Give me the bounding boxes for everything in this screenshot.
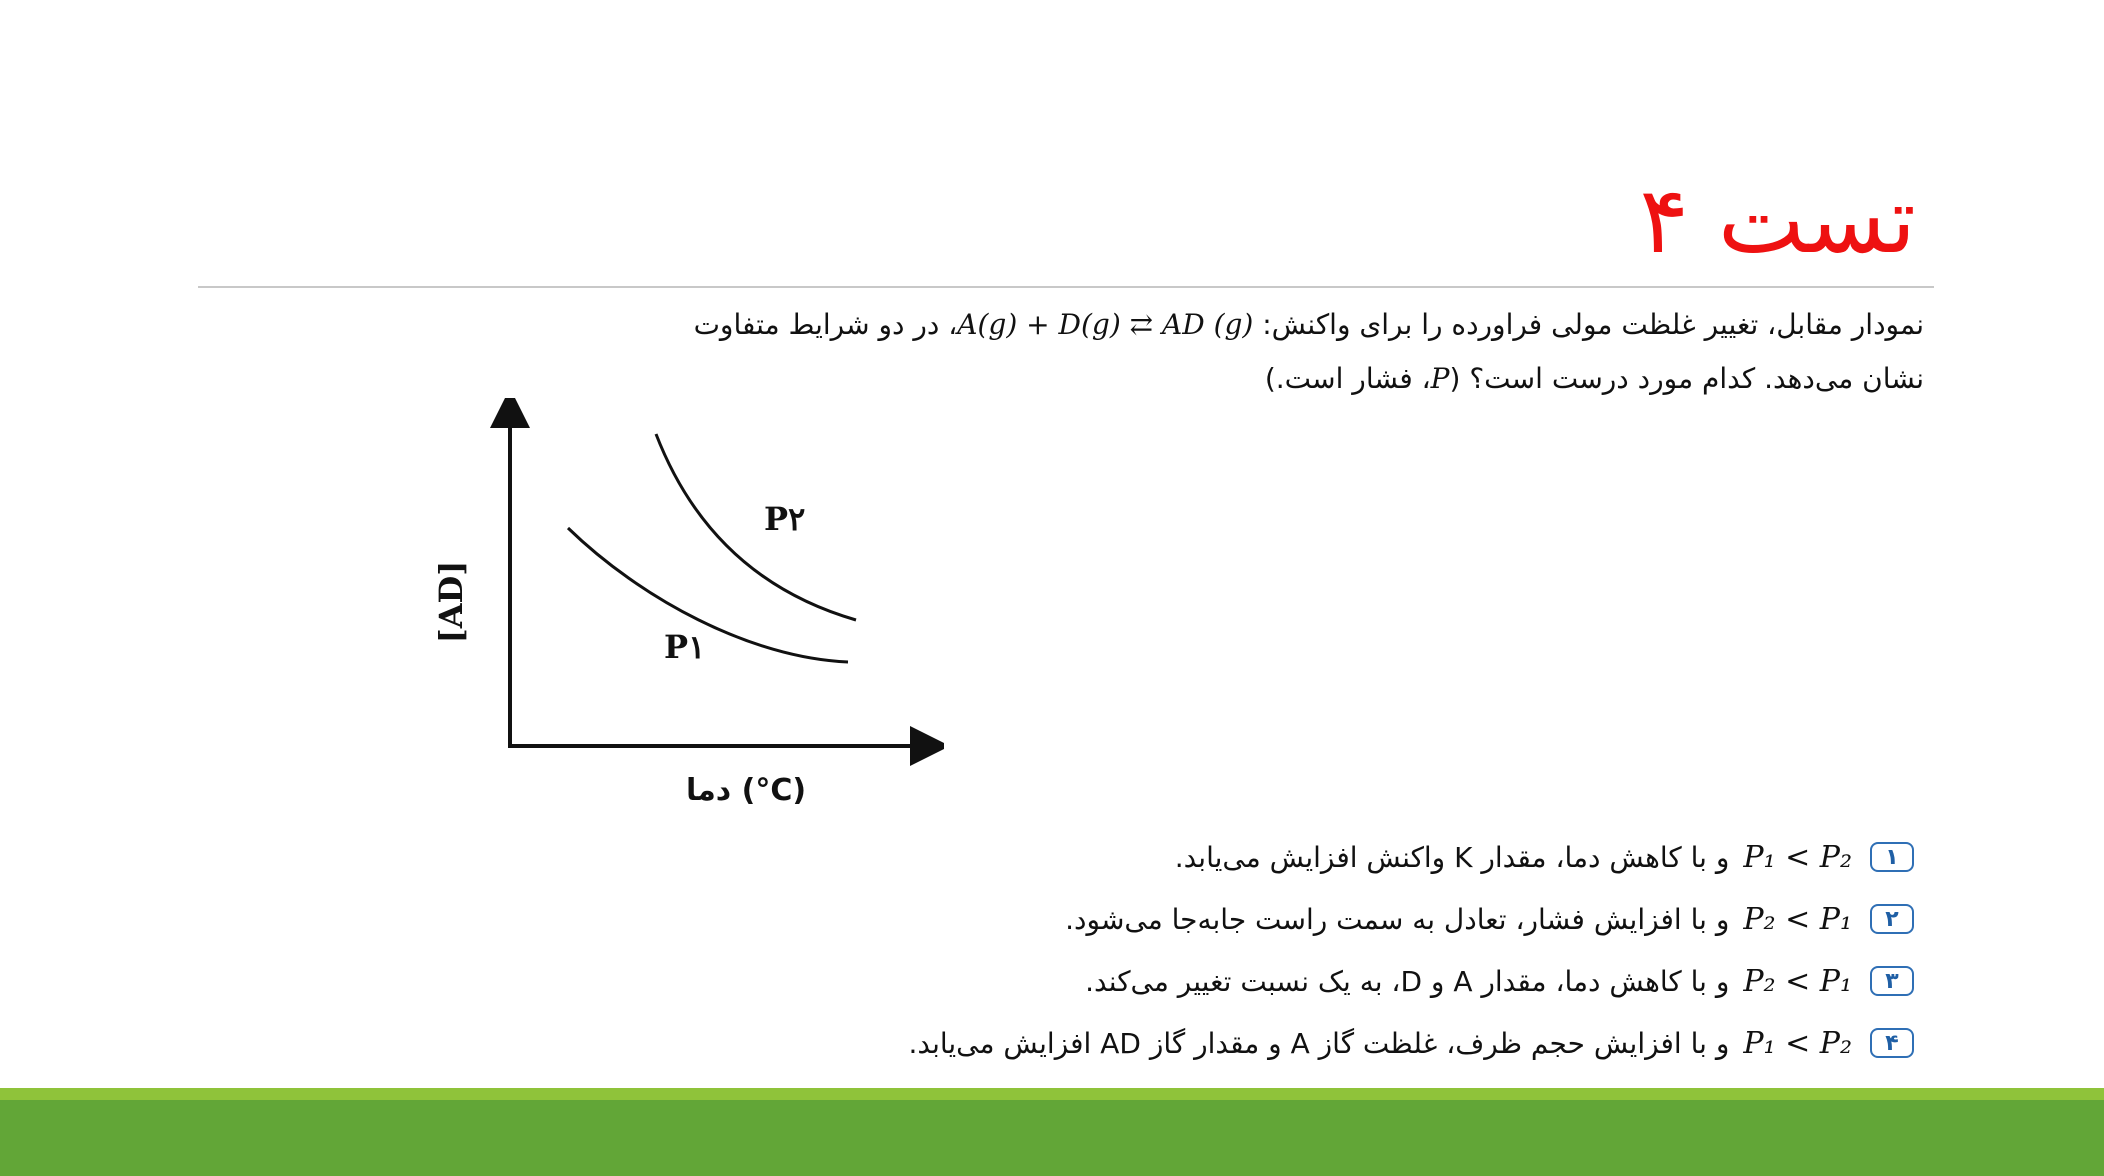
option-1-text: و با کاهش دما، مقدار K واکنش افزایش می‌یابد. (1174, 840, 1730, 874)
curve-p1 (568, 528, 848, 662)
option-3-number-badge: ۳ (1870, 966, 1914, 996)
option-2-number-badge: ۲ (1870, 904, 1914, 934)
footer-bar (0, 1100, 2104, 1176)
curve-p2-label: P۲ (764, 500, 806, 538)
option-4-math: P₁ < P₂ (1743, 1025, 1852, 1061)
question-line-2-tail: ، فشار است.) (1264, 362, 1431, 395)
slide-title: تست ۴ (1639, 167, 1916, 274)
option-3-math: P₂ < P₁ (1743, 963, 1852, 999)
option-2[interactable] (514, 888, 1914, 950)
option-2-math: P₂ < P₁ (1743, 901, 1852, 937)
option-1-math: P₁ < P₂ (1743, 839, 1852, 875)
question-text (484, 298, 1924, 406)
option-3[interactable] (514, 950, 1914, 1012)
option-1-number-badge: ۱ (1870, 842, 1914, 872)
option-3-text: و با کاهش دما، مقدار A و D، به یک نسبت تغییر می‌کند. (1085, 964, 1730, 998)
curve-p2 (656, 434, 856, 620)
question-line-1 (484, 298, 1924, 352)
option-4[interactable] (514, 1012, 1914, 1074)
title-divider (198, 286, 1934, 288)
concentration-graph (420, 398, 944, 812)
question-line-1-head: نمودار مقابل، تغییر غلظت مولی فراورده را برای واکنش: (1262, 308, 1924, 341)
curve-p1-label: P۱ (664, 628, 706, 666)
question-line-1-tail: ، در دو شرایط متفاوت (693, 308, 958, 341)
x-axis-label: دما (°C) (685, 773, 807, 808)
reaction-equation: A(g) + D(g) ⇄ AD (g) (957, 308, 1254, 341)
option-1[interactable] (514, 826, 1914, 888)
pressure-symbol: P (1430, 362, 1450, 395)
option-4-text: و با افزایش حجم ظرف، غلظت گاز A و مقدار گاز AD افزایش می‌یابد. (908, 1026, 1730, 1060)
y-axis-label: [AD] (432, 560, 470, 644)
option-2-text: و با افزایش فشار، تعادل به سمت راست جابه‌جا می‌شود. (1065, 902, 1730, 936)
options-list (514, 826, 1914, 1074)
question-line-2-head: نشان می‌دهد. کدام مورد درست است؟ ( (1449, 362, 1924, 395)
option-4-number-badge: ۴ (1870, 1028, 1914, 1058)
footer-accent-stripe (0, 1088, 2104, 1100)
